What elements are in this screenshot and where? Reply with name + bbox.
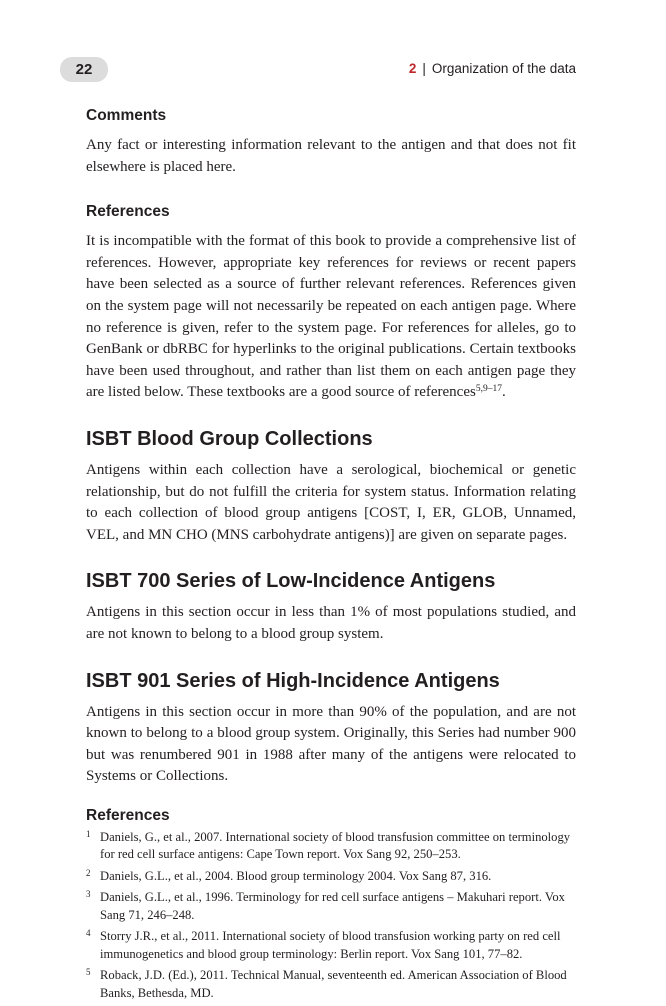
- reference-list: [86, 829, 576, 1003]
- page-content: [86, 106, 576, 1006]
- collections-heading: ISBT Blood Group Collections: [86, 427, 373, 450]
- references-intro-heading: References: [86, 203, 170, 221]
- reference-number: 5: [86, 967, 91, 978]
- series700-text: Antigens in this section occur in less than 1% of most populations studied, and are not known to belong to a blood group system.: [86, 604, 576, 642]
- running-head: [409, 61, 576, 76]
- references-intro-end: .: [501, 384, 506, 401]
- citation-superscript: 5,9–17: [475, 384, 502, 395]
- comments-heading: Comments: [86, 107, 167, 124]
- comments-text: Any fact or interesting information relevant to the antigen and that does not fit elsewhere is placed here.: [86, 137, 576, 175]
- reference-item: [86, 868, 576, 886]
- page-number-badge: [60, 57, 108, 82]
- reference-number: 1: [86, 828, 91, 839]
- reference-text: Roback, J.D. (Ed.), 2011. Technical Manual, seventeenth ed. American Association of Blood Banks, Bethesda, MD.: [100, 968, 567, 1000]
- series901-text: Antigens in this section occur in more than 90% of the population, and are not known to belong to a blood group system. Originally, this Series had number 900 but was renumbered 901 in 1988 after many of the antigens were relocated to Systems or Collections.: [86, 703, 576, 785]
- chapter-title: Organization of the data: [431, 61, 576, 76]
- series700-heading: ISBT 700 Series of Low-Incidence Antigens: [86, 570, 496, 593]
- reference-item: [86, 928, 576, 963]
- reference-text: Daniels, G.L., et al., 1996. Terminology for red cell surface antigens – Makuhari report. Vox Sang 71, 246–248.: [100, 890, 565, 922]
- chapter-number: 2: [408, 61, 417, 76]
- reference-number: 2: [86, 867, 91, 878]
- collections-text: Antigens within each collection have a serological, biochemical or genetic relationship, but do not fulfill the criteria for system status. Information relating to each collection of blood group antigens [COST, I, ER, GLOB, Unnamed, VEL, and MN CHO (MNS carbohydrate antigens)] are given on separate pages.: [86, 461, 576, 543]
- reference-text: Storry J.R., et al., 2011. International society of blood transfusion working party on red cell immunogenetics and blood group terminology: Berlin report. Vox Sang 101, 77–82.: [100, 929, 561, 961]
- reference-number: 4: [86, 928, 91, 939]
- series901-heading: ISBT 901 Series of High-Incidence Antigens: [86, 669, 500, 692]
- reference-text: Daniels, G.L., et al., 2004. Blood group terminology 2004. Vox Sang 87, 316.: [100, 868, 492, 883]
- reference-item: [86, 967, 576, 1002]
- running-head-separator: |: [422, 61, 426, 76]
- references-intro-text: It is incompatible with the format of this book to provide a comprehensive list of references. However, appropriate key references for reviews or recent papers have been selected as a source of further relevant references. References given on the system page will not necessarily be repeated on each antigen page. Where no reference is given, refer to the system page. For references for alleles, go to GenBank or dbRBC for hyperlinks to the original publications. Certain textbooks have been used throughout, and rather than list them on each antigen page they are listed below. These textbooks are a good source of references: [86, 233, 576, 401]
- reference-item: [86, 829, 576, 864]
- reference-text: Daniels, G., et al., 2007. International society of blood transfusion committee on terminology for red cell surface antigens: Cape Town report. Vox Sang 92, 250–253.: [100, 829, 571, 862]
- reference-item: [86, 889, 576, 924]
- references-intro-paragraph: [86, 231, 576, 404]
- reference-number: 3: [86, 889, 91, 900]
- page-number: 22: [75, 61, 93, 78]
- references-heading: References: [86, 806, 170, 824]
